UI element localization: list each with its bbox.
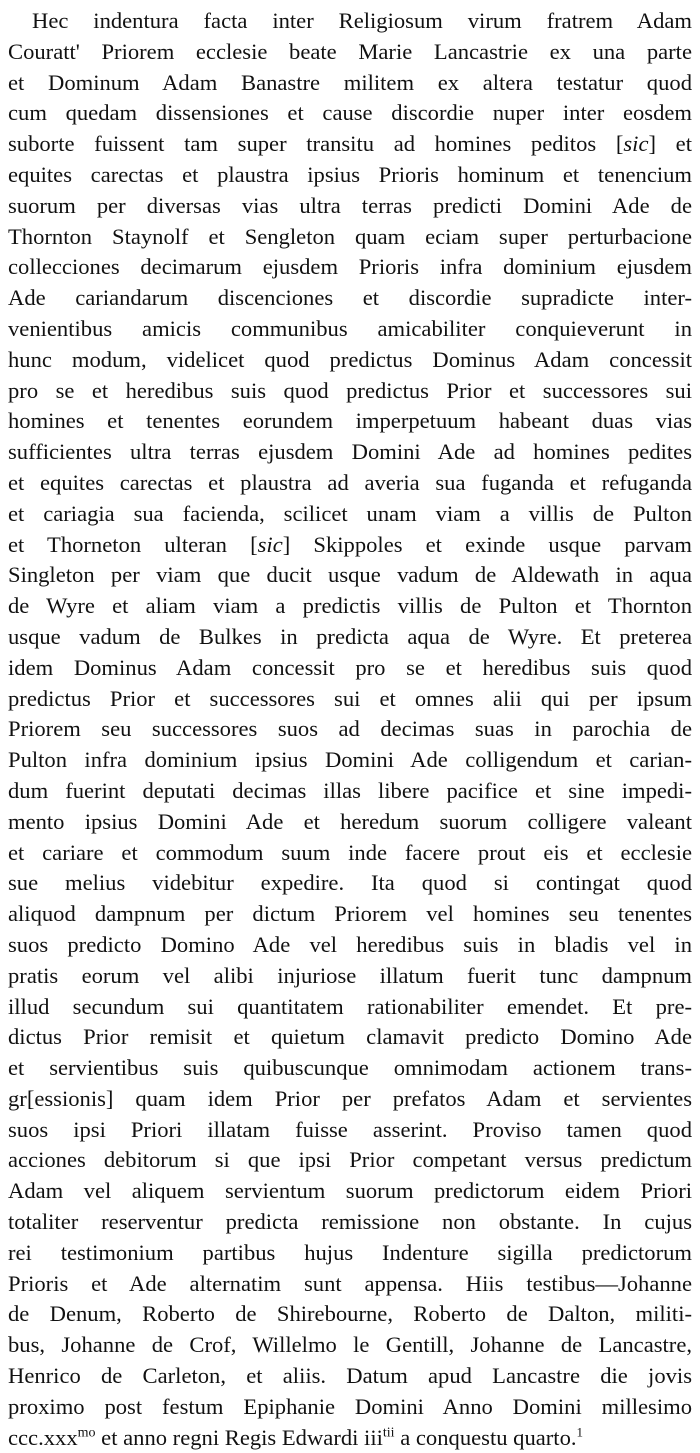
text-line: et Thorneton ulteran [sic] Skippoles et exinde usque parvam: [8, 531, 692, 557]
text-line: et equites carectas et plaustra ad averia sua fuganda et refuganda: [8, 469, 692, 495]
text-line: Prioris et Ade alternatim sunt appensa. Hiis testibus—Johanne: [8, 1270, 692, 1296]
document-body: [8, 6, 692, 1453]
footnote-marker: 1: [576, 1424, 584, 1440]
text-line: suorum per diversas vias ultra terras predicti Domini Ade de: [8, 192, 692, 218]
text-line: dum fuerint deputati decimas illas libere pacifice et sine impedi-: [8, 777, 692, 803]
text-line: hunc modum, videlicet quod predictus Dominus Adam concessit: [8, 346, 692, 372]
paragraph: [8, 6, 692, 1423]
text-line: Hec indentura facta inter Religiosum virum fratrem Adam: [32, 8, 692, 33]
text-line: aliquod dampnum per dictum Priorem vel homines seu tenentes: [8, 901, 692, 927]
text-line: Singleton per viam que ducit usque vadum de Aldewath in aqua: [8, 562, 692, 588]
text-line: gr[essionis] quam idem Prior per prefatos Adam et servientes: [8, 1085, 692, 1111]
superscript-tii: tii: [382, 1425, 395, 1441]
text-line: Adam vel aliquem servientum suorum predictorum eidem Priori: [8, 1178, 692, 1204]
document-final-line: [8, 1423, 692, 1453]
final-line-part-2: et anno regni Regis Edwardi iii: [95, 1424, 383, 1450]
text-line: suos predicto Domino Ade vel heredibus suis in bladis vel in: [8, 931, 692, 957]
text-line: usque vadum de Bulkes in predicta aqua de Wyre. Et preterea: [8, 623, 692, 649]
text-line: pro se et heredibus suis quod predictus Prior et successores sui: [8, 377, 692, 403]
text-line: suos ipsi Priori illatam fuisse asserint. Proviso tamen quod: [8, 1116, 692, 1142]
text-line: idem Dominus Adam concessit pro se et heredibus suis quod: [8, 654, 692, 680]
text-line: sufficientes ultra terras ejusdem Domini Ade ad homines pedites: [8, 439, 692, 465]
text-line: et servientibus suis quibuscunque omnimodam actionem trans-: [8, 1055, 692, 1081]
superscript-mo: mo: [77, 1425, 96, 1441]
text-line: suborte fuissent tam super transitu ad homines peditos [sic] et: [8, 131, 692, 157]
text-line: bus, Johanne de Crof, Willelmo le Gentill, Johanne de Lancastre,: [8, 1332, 692, 1358]
sic-marker: sic: [257, 531, 283, 557]
text-line: proximo post festum Epiphanie Domini Anno Domini millesimo: [8, 1393, 692, 1419]
text-line: et cariare et commodum suum inde facere prout eis et ecclesie: [8, 839, 692, 865]
final-line-part-3: a conquestu quarto.: [394, 1424, 577, 1450]
text-line: Ade cariandarum discenciones et discordie supradicte inter-: [8, 285, 692, 311]
text-line: pratis eorum vel alibi injuriose illatum fuerit tunc dampnum: [8, 962, 692, 988]
text-line: Henrico de Carleton, et aliis. Datum apud Lancastre die jovis: [8, 1363, 692, 1389]
text-line: cum quedam dissensiones et cause discordie nuper inter eosdem: [8, 100, 692, 126]
text-line: Priorem seu successores suos ad decimas suas in parochia de: [8, 716, 692, 742]
text-line: collecciones decimarum ejusdem Prioris infra dominium ejusdem: [8, 254, 692, 280]
text-line: equites carectas et plaustra ipsius Prioris hominum et tenencium: [8, 161, 692, 187]
text-line: rei testimonium partibus hujus Indenture sigilla predictorum: [8, 1239, 692, 1265]
text-line: de Wyre et aliam viam a predictis villis de Pulton et Thornton: [8, 593, 692, 619]
final-line-part-1: ccc.xxx: [8, 1424, 78, 1450]
text-line: illud secundum sui quantitatem rationabiliter emendet. Et pre-: [8, 993, 692, 1019]
text-line: Couratt' Priorem ecclesie beate Marie Lancastrie ex una parte: [8, 38, 692, 64]
text-line: Pulton infra dominium ipsius Domini Ade colligendum et carian-: [8, 747, 692, 773]
text-line: homines et tenentes eorundem imperpetuum habeant duas vias: [8, 408, 692, 434]
text-line: et cariagia sua facienda, scilicet unam viam a villis de Pulton: [8, 500, 692, 526]
text-line: Thornton Staynolf et Sengleton quam eciam super perturbacione: [8, 223, 692, 249]
text-line: sue melius videbitur expedire. Ita quod si contingat quod: [8, 870, 692, 896]
text-line: predictus Prior et successores sui et omnes alii qui per ipsum: [8, 685, 692, 711]
text-line: totaliter reserventur predicta remissione non obstante. In cujus: [8, 1209, 692, 1235]
text-line: mento ipsius Domini Ade et heredum suorum colligere valeant: [8, 808, 692, 834]
text-line: et Dominum Adam Banastre militem ex altera testatur quod: [8, 69, 692, 95]
text-line: acciones debitorum si que ipsi Prior competant versus predictum: [8, 1147, 692, 1173]
text-line: de Denum, Roberto de Shirebourne, Roberto de Dalton, militi-: [8, 1301, 692, 1327]
text-line: dictus Prior remisit et quietum clamavit predicto Domino Ade: [8, 1024, 692, 1050]
text-line: venientibus amicis communibus amicabiliter conquieverunt in: [8, 315, 692, 341]
sic-marker: sic: [623, 131, 649, 157]
